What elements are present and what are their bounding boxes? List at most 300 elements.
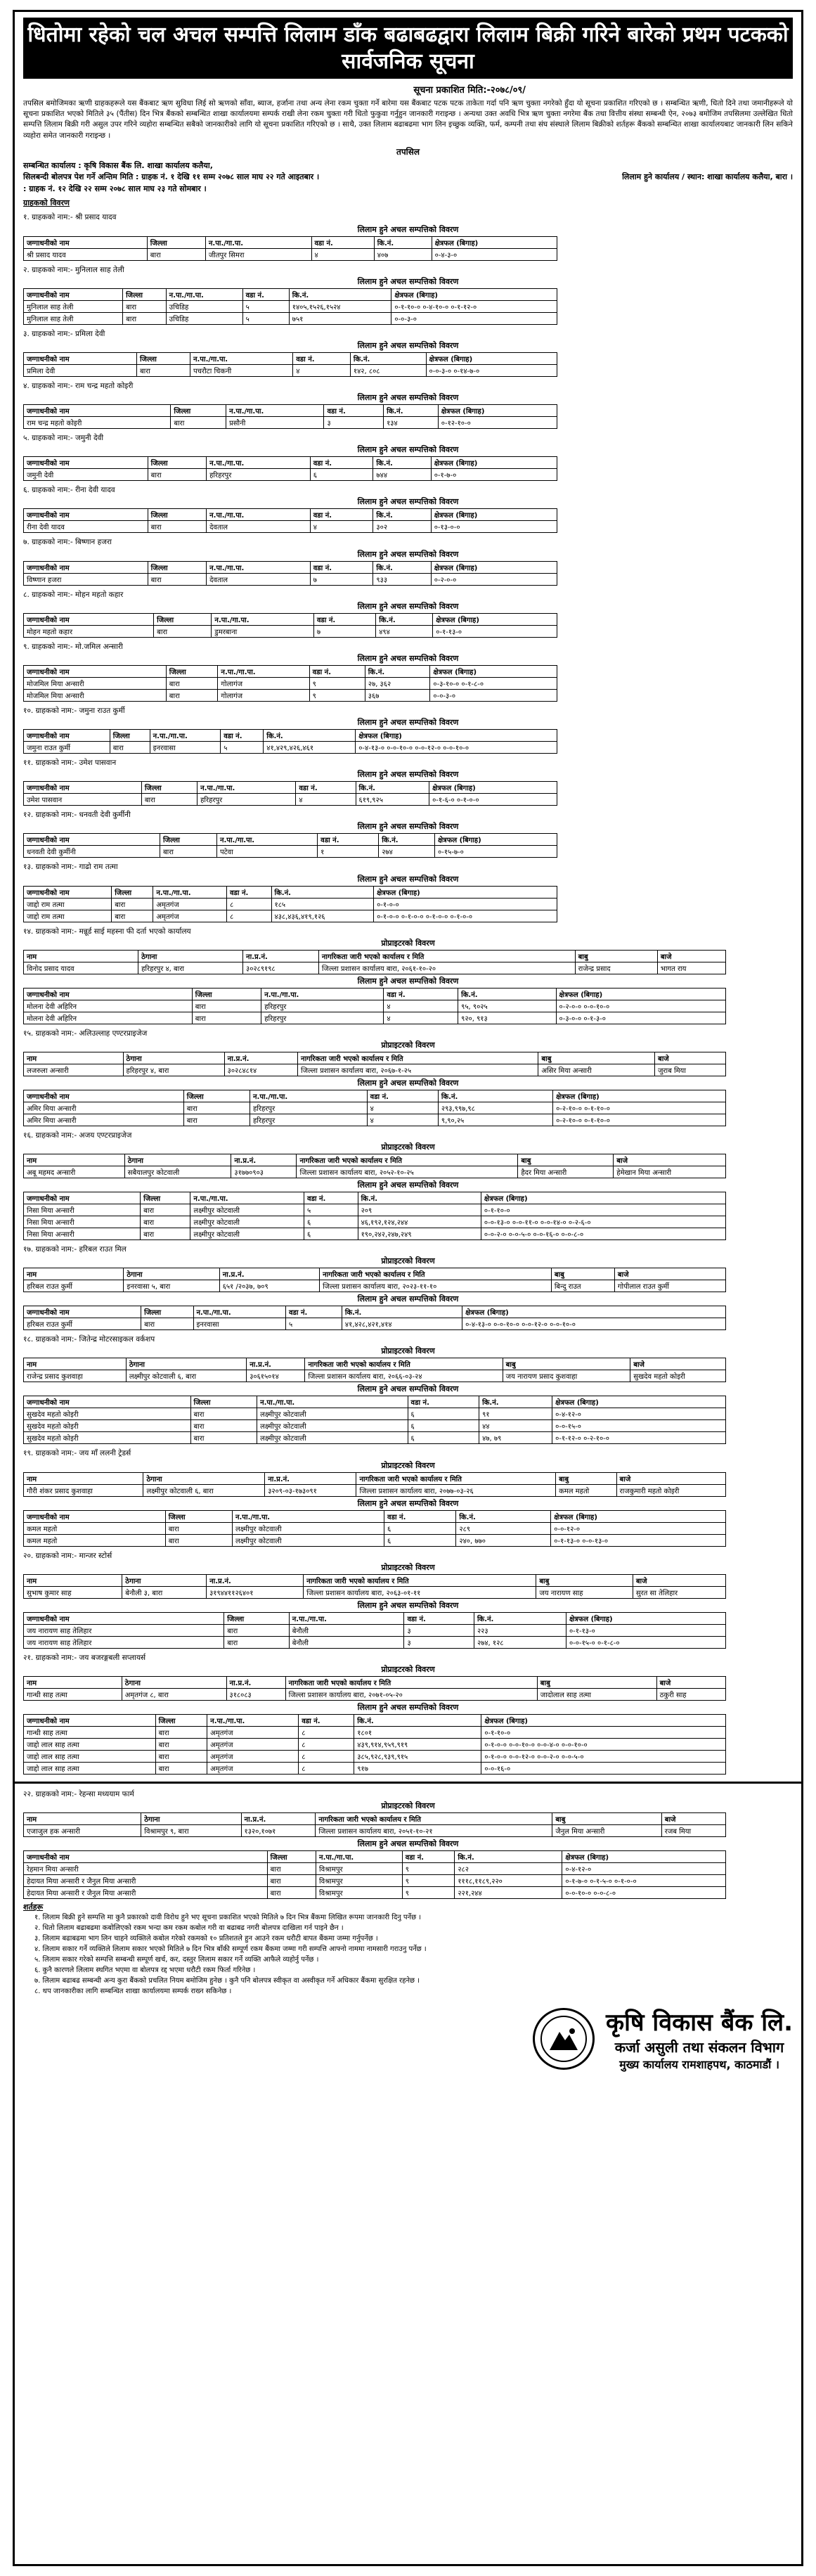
firm-header-cell: ठेगाना <box>122 1574 207 1586</box>
asset-header-cell: न.पा./गा.पा. <box>207 457 311 469</box>
asset-header-cell: कि.नं. <box>373 561 431 573</box>
asset-header-cell: जग्गाधनीको नाम <box>24 1612 224 1624</box>
asset-cell: ९२०, ९१३ <box>458 1012 556 1024</box>
asset-cell: बारा <box>183 1114 250 1126</box>
asset-cell: २०९ <box>358 1204 481 1216</box>
bank-logo-icon <box>533 2008 595 2070</box>
firm-header-cell: नाम <box>24 1154 125 1166</box>
asset-subheading: लिलाम हुने अचल सम्पत्तिको विवरण <box>357 1180 459 1190</box>
asset-table <box>23 404 557 429</box>
asset-cell: लक्ष्मीपुर कोटवाली <box>257 1432 408 1444</box>
table-row <box>24 742 557 754</box>
asset-subheading: लिलाम हुने अचल सम्पत्तिको विवरण <box>357 874 459 884</box>
asset-header-cell: न.पा./गा.पा. <box>197 782 296 794</box>
asset-cell: कमल महतो <box>24 1522 166 1534</box>
firm-cell: राजकुमारी महतो कोइरी <box>616 1484 725 1496</box>
asset-header-cell: वडा नं. <box>304 1192 358 1204</box>
asset-cell: ०-१-०-० ०-०-१०-० ०-०-४-० ०-०-१०-० <box>481 1738 726 1750</box>
firm-table <box>23 1268 726 1292</box>
asset-cell: बारा <box>192 1012 261 1024</box>
asset-cell: ६ <box>310 469 373 481</box>
loan-title: १३. ग्राहकको नाम:- गाढो राम तत्मा <box>23 863 118 872</box>
asset-subheading: लिलाम हुने अचल सम्पत्तिको विवरण <box>357 497 459 507</box>
firm-cell: ३०२८४८१४ <box>224 1064 297 1076</box>
asset-cell: ३ <box>404 1636 474 1648</box>
asset-cell: लक्ष्मीपुर कोटवाली <box>190 1204 304 1216</box>
asset-cell: बारा <box>123 300 167 312</box>
table-row <box>24 1408 726 1420</box>
firm-header-cell: नाम <box>24 1574 122 1586</box>
asset-header-cell: वडा नं. <box>299 1714 354 1726</box>
asset-header-cell: जिल्ला <box>141 1306 193 1318</box>
asset-cell: मुनिलाल साह तेली <box>24 312 123 324</box>
loan-title: ५. ग्राहकको नाम:- जमुनी देवी <box>23 434 104 443</box>
firm-cell: ३१७७०९०३ <box>231 1166 297 1178</box>
asset-cell: २७, ३६२ <box>365 677 430 689</box>
asset-cell: ४४ <box>479 1420 552 1432</box>
table-row <box>24 1738 726 1750</box>
asset-table <box>23 1510 726 1547</box>
asset-header-cell: कि.नं. <box>373 509 431 521</box>
asset-cell: ९ <box>402 1863 455 1875</box>
table-row <box>24 1432 726 1444</box>
asset-header-cell: जग्गाधनीको नाम <box>24 405 171 417</box>
terms-title: शर्तहरू <box>23 1902 44 1912</box>
asset-cell: ४१,४२९,४२६,४६१ <box>264 742 356 754</box>
asset-cell: हरिबल राउत कुर्मी <box>24 1318 141 1330</box>
asset-subheading: लिलाम हुने अचल सम्पत्तिको विवरण <box>357 1498 459 1508</box>
firm-header-cell: नागरिकता जारी भएको कार्यालय र मिति <box>297 1154 518 1166</box>
firm-cell: जिल्ला प्रशासन कार्यालय बारा, २०६६-०३-२४ <box>305 1370 503 1382</box>
term-item: १. लिलाम बिक्री हुने सम्पत्ति मा कुनै प्रकारको दावी विरोध हुने भए सूचना प्रकाशित भएको मितिले ७ दिन भित्र बैंकमा लिखित रूपमा जानकारी दिनु पर्नेछ । <box>34 1914 422 1922</box>
firm-cell: ३०२८९१९८ <box>243 962 319 974</box>
firm-cell: कमल महतो <box>556 1484 616 1496</box>
firm-header-cell: ठेगाना <box>126 1358 246 1370</box>
asset-cell: उचिडिह <box>166 312 242 324</box>
asset-header-cell: न.पा./गा.पा. <box>212 613 313 625</box>
firm-header-cell: ठेगाना <box>138 950 243 962</box>
asset-cell: बारा <box>165 1534 232 1546</box>
loan-entry <box>23 329 793 377</box>
table-row <box>24 1114 726 1126</box>
asset-header-cell: वडा नं. <box>367 1090 438 1102</box>
asset-cell: ६ <box>304 1228 358 1240</box>
asset-header-cell: न.पा./गा.पा. <box>190 352 292 364</box>
asset-subheading: लिलाम हुने अचल सम्पत्तिको विवरण <box>357 601 459 611</box>
firm-cell: एजाजुल हक अन्सारी <box>24 1825 141 1837</box>
asset-table <box>23 1396 726 1444</box>
firm-cell: ठकुरी साह <box>656 1688 725 1700</box>
asset-cell: देवताल <box>207 573 311 585</box>
asset-header-cell: क्षेत्रफल (बिगाह) <box>431 457 557 469</box>
firm-header-cell: बाबु <box>552 1813 661 1825</box>
firm-cell: जिल्ला प्रशासन कार्यालय बारा, २०७७-०३-२६ <box>356 1484 556 1496</box>
firm-header-cell: ना.प्र.नं. <box>243 950 319 962</box>
asset-subheading: लिलाम हुने अचल सम्पत्तिको विवरण <box>357 224 459 234</box>
asset-cell: विश्रामपुर <box>316 1875 403 1887</box>
table-row <box>24 846 557 858</box>
asset-cell: श्री प्रसाद यादव <box>24 248 148 260</box>
asset-header-cell: वडा नं. <box>242 288 289 300</box>
asset-header-cell: कि.नं. <box>350 352 426 364</box>
asset-header-cell: जग्गाधनीको नाम <box>24 1306 141 1318</box>
firm-header-cell: ठेगाना <box>124 1154 231 1166</box>
asset-header-cell: क्षेत्रफल (बिगाह) <box>552 1396 726 1408</box>
asset-header-cell: कि.नं. <box>354 1714 481 1726</box>
firm-cell: ६५१ /२०३७, ७०९ <box>219 1280 319 1292</box>
firm-header-cell: बाजे <box>630 1358 726 1370</box>
table-row <box>24 1688 726 1700</box>
asset-cell: ०-१-१३-० ०-०-१३-० <box>551 1534 726 1546</box>
asset-header-cell: वडा नं. <box>311 236 374 248</box>
asset-header-cell: वडा नं. <box>402 1851 455 1863</box>
asset-header-cell: जग्गाधनीको नाम <box>24 988 193 1000</box>
firm-cell: जैनुल मिया अन्सारी <box>552 1825 661 1837</box>
firm-cell: बिन्दु राउत <box>551 1280 614 1292</box>
asset-table <box>23 781 557 806</box>
firm-cell: सबैयालपुर कोटवाली <box>124 1166 231 1178</box>
asset-cell: २२३ <box>474 1624 566 1636</box>
loan-title: ३. ग्राहकको नाम:- प्रमिला देवी <box>23 329 105 338</box>
asset-cell: बारा <box>267 1875 316 1887</box>
asset-cell: ८ <box>299 1750 354 1762</box>
asset-subheading: लिलाम हुने अचल सम्पत्तिको विवरण <box>357 1294 459 1304</box>
asset-header-cell: क्षेत्रफल (बिगाह) <box>429 782 557 794</box>
firm-header-cell: नाम <box>24 1676 122 1688</box>
firm-cell: जिल्ला प्रशासन कार्यालय बारा, २०५१-१०-२१ <box>316 1825 552 1837</box>
loan-title: २१. ग्राहकको नाम:- जय बजरङ्गबली सप्लायर्स <box>23 1653 146 1662</box>
bank-office: मुख्य कार्यालय रामशाहपथ, काठमाडौं । <box>619 2058 779 2072</box>
firm-header-cell: बाजे <box>633 1574 725 1586</box>
asset-cell: ३०२ <box>373 521 431 533</box>
firm-cell: गान्धी साह तत्मा <box>24 1688 122 1700</box>
asset-header-cell: क्षेत्रफल (बिगाह) <box>566 1612 725 1624</box>
firm-header-cell: बाबु <box>503 1358 630 1370</box>
asset-table <box>23 613 557 638</box>
table-row <box>24 625 557 637</box>
table-row <box>24 1636 726 1648</box>
asset-header-cell: जग्गाधनीको नाम <box>24 352 137 364</box>
asset-header-cell: जग्गाधनीको नाम <box>24 1396 191 1408</box>
asset-subheading: लिलाम हुने अचल सम्पत्तिको विवरण <box>357 822 459 832</box>
asset-cell: ४ <box>384 1012 458 1024</box>
asset-cell: गोलागंज <box>218 677 309 689</box>
asset-header-cell: क्षेत्रफल (बिगाह) <box>462 1306 726 1318</box>
firm-cell: जादोलाल साह तत्मा <box>537 1688 656 1700</box>
asset-cell: ७५१ <box>289 312 391 324</box>
loan-entry <box>23 433 793 481</box>
firm-header-cell: ना.प्र.नं. <box>219 1268 319 1280</box>
asset-cell: ०-१-७-० ०-१-५-० ०-१-०-० <box>562 1875 726 1887</box>
firm-cell: जय नारायण प्रसाद कुशवाहा <box>503 1370 630 1382</box>
firm-header-cell: ठेगाना <box>123 1052 224 1064</box>
firm-header-cell: नाम <box>24 1052 124 1064</box>
firm-header-cell: नागरिकता जारी भएको कार्यालय र मिति <box>285 1676 537 1688</box>
asset-cell: ८ <box>299 1762 354 1774</box>
firm-cell: राजेन्द्र प्रसाद कुशवाहा <box>24 1370 127 1382</box>
asset-cell: ०-१-१३-० <box>433 625 557 637</box>
table-row <box>24 417 557 429</box>
asset-cell: सुखदेव महतो कोइरी <box>24 1408 191 1420</box>
notice-page <box>13 10 803 2566</box>
firm-table <box>23 1358 726 1382</box>
asset-header-cell: जग्गाधनीको नाम <box>24 1192 141 1204</box>
asset-cell: जमुना राउत कुर्मी <box>24 742 110 754</box>
asset-header-cell: जग्गाधनीको नाम <box>24 1090 184 1102</box>
asset-cell: लक्ष्मीपुर कोटवाली <box>257 1408 408 1420</box>
asset-cell: ४ <box>296 794 356 806</box>
firm-header-cell: बाजे <box>656 1676 725 1688</box>
asset-header-cell: जिल्ला <box>141 782 197 794</box>
table-row <box>24 1102 726 1114</box>
asset-cell: विश्रामपुर <box>316 1863 403 1875</box>
firm-header-cell: बाजे <box>655 1052 726 1064</box>
asset-cell: २८२ <box>455 1863 562 1875</box>
terms-list <box>23 1912 793 1997</box>
firm-table <box>23 1154 726 1178</box>
firm-header-cell: नागरिकता जारी भएको कार्यालय र मिति <box>316 1813 552 1825</box>
asset-cell: अमिर मिया अन्सारी <box>24 1114 184 1126</box>
asset-subheading: लिलाम हुने अचल सम्पत्तिको विवरण <box>357 393 459 403</box>
asset-cell: हरिहरपुर <box>197 794 296 806</box>
mountain-icon <box>548 2026 579 2052</box>
asset-table <box>23 1612 726 1649</box>
asset-header-cell: जग्गाधनीको नाम <box>24 1714 156 1726</box>
firm-cell: जिल्ला प्रशासन कार्यालय बारा, २०६३-०१-११ <box>304 1586 536 1598</box>
term-item: ३. लिलाम बढाबढमा भाग लिन चाहने व्यक्तिले कबोल गरेको रकमको १० प्रतिशतले हुन आउने रकम धरौटी बापत बैंकमा जम्मा गर्नुपर्नेछ । <box>34 1935 378 1943</box>
term-item: ६. कुनै कारणले लिलाम स्थगित भएमा वा बोलपत्र रद्द भएमा धरौटी रकम फिर्ता गरिनेछ । <box>34 1966 256 1975</box>
asset-header-cell: कि.नं. <box>271 886 374 898</box>
bank-signature <box>606 2005 793 2072</box>
asset-header-cell: कि.नं. <box>455 1851 562 1863</box>
firm-table <box>23 1472 726 1497</box>
asset-cell: बारा <box>148 469 206 481</box>
table-row <box>24 1318 726 1330</box>
firm-cell: भागत राय <box>657 962 725 974</box>
asset-subheading: लिलाम हुने अचल सम्पत्तिको विवरण <box>357 1600 459 1610</box>
asset-cell: अमृतगंज <box>207 1750 299 1762</box>
asset-header-cell: न.पा./गा.पा. <box>205 236 311 248</box>
asset-header-cell: जग्गाधनीको नाम <box>24 730 110 742</box>
loan-entry <box>23 642 793 702</box>
asset-header-cell: न.पा./गा.पा. <box>166 288 242 300</box>
table-row <box>24 794 557 806</box>
asset-table <box>23 352 557 377</box>
asset-cell: बारा <box>267 1863 316 1875</box>
asset-cell: ०-०-१५-० ०-१-८-० <box>566 1636 725 1648</box>
firm-cell: हरिबल राउत कुर्मी <box>24 1280 124 1292</box>
table-row <box>24 1875 726 1887</box>
asset-header-cell: न.पा./गा.पा. <box>207 509 311 521</box>
asset-header-cell: न.पा./गा.पा. <box>257 1396 408 1408</box>
asset-header-cell: जग्गाधनीको नाम <box>24 886 112 898</box>
table-row <box>24 1887 726 1899</box>
asset-cell: बारा <box>154 625 212 637</box>
asset-cell: जाद्दो लाल साह तत्मा <box>24 1738 156 1750</box>
asset-cell: ६ <box>408 1420 479 1432</box>
asset-cell: १३४ <box>384 417 439 429</box>
firm-cell: लक्ष्मीपुर कोटवाली ६, बारा <box>126 1370 246 1382</box>
asset-cell: ४ <box>384 1000 458 1012</box>
asset-cell: ९१७ <box>354 1762 481 1774</box>
asset-cell: ०-०-१२-० <box>551 1522 726 1534</box>
firm-cell: हरिहरपुर ४, बारा <box>123 1064 224 1076</box>
asset-cell: १ <box>318 846 379 858</box>
asset-header-cell: न.पा./गा.पा. <box>216 834 317 846</box>
asset-cell: बारा <box>141 1318 193 1330</box>
loan-entry <box>23 1334 793 1444</box>
asset-cell: ०-१३-०-० <box>431 521 557 533</box>
asset-cell: अमृतगंज <box>153 910 227 922</box>
asset-cell: इनरवासा <box>193 1318 285 1330</box>
asset-subheading: लिलाम हुने अचल सम्पत्तिको विवरण <box>357 549 459 559</box>
firm-header-cell: ठेगाना <box>141 1813 241 1825</box>
asset-header-cell: न.पा./गा.पा. <box>190 1192 304 1204</box>
asset-header-cell: कि.नं. <box>356 782 429 794</box>
loan-title: १२. ग्राहकको नाम:- धनवती देवी कुर्मीनी <box>23 811 131 820</box>
asset-header-cell: वडा नं. <box>384 988 458 1000</box>
asset-header-cell: कि.नं. <box>342 1306 462 1318</box>
loan-entry <box>23 1448 793 1546</box>
asset-header-cell: क्षेत्रफल (बिगाह) <box>433 613 557 625</box>
asset-cell: ०-१-१०-० <box>481 1726 726 1738</box>
asset-cell: ०-१-०-० <box>374 898 557 910</box>
table-row <box>24 689 557 701</box>
asset-cell: ०-४-१३-० ०-०-१०-० ०-०-१२-० ०-०-१०-० <box>356 742 557 754</box>
firm-header-cell: बाजे <box>616 1472 725 1484</box>
asset-cell: बारा <box>224 1636 290 1648</box>
firm-table <box>23 1812 726 1837</box>
firm-table <box>23 1052 726 1076</box>
asset-cell: पटेवा <box>216 846 317 858</box>
asset-cell: ०-१-१३-० <box>566 1624 725 1636</box>
firm-header-cell: ना.प्र.नं. <box>265 1472 356 1484</box>
table-row <box>24 1534 726 1546</box>
firm-subheading: प्रोप्राइटरको विवरण <box>381 938 435 948</box>
asset-header-cell: वडा नं. <box>408 1396 479 1408</box>
firm-subheading: प्रोप्राइटरको विवरण <box>381 1346 435 1356</box>
asset-cell: बारा <box>141 1228 190 1240</box>
asset-cell: बारा <box>267 1887 316 1899</box>
firm-header-cell: ना.प्र.नं. <box>231 1154 297 1166</box>
asset-cell: जाद्दो लाल साह तत्मा <box>24 1750 156 1762</box>
asset-cell: ०-२-०-० ०-०-१०-० <box>556 1000 725 1012</box>
asset-cell: जाद्दो राम तत्मा <box>24 910 112 922</box>
asset-cell: ०-०-२-० ०-०-५-० ०-०-१६-० ०-०-८-० <box>481 1228 725 1240</box>
firm-cell: ३१८०८३ <box>226 1688 285 1700</box>
asset-table <box>23 1850 726 1899</box>
asset-cell: बारा <box>155 1738 207 1750</box>
asset-table <box>23 886 557 922</box>
asset-cell: ०-३-०-० ०-१-३-० <box>556 1012 725 1024</box>
table-row <box>24 910 557 922</box>
asset-header-cell: जिल्ला <box>192 988 261 1000</box>
loan-list <box>23 212 793 1899</box>
asset-header-cell: जग्गाधनीको नाम <box>24 782 142 794</box>
firm-header-cell: बाबु <box>537 1676 656 1688</box>
asset-header-cell: कि.नं. <box>479 1396 552 1408</box>
asset-header-cell: जिल्ला <box>190 1396 257 1408</box>
asset-cell: २७४, १२८ <box>474 1636 566 1648</box>
asset-cell: कमल महतो <box>24 1534 166 1546</box>
asset-cell: बारा <box>147 248 205 260</box>
asset-header-cell: वडा नं. <box>285 1306 342 1318</box>
asset-cell: गोलागंज <box>218 689 309 701</box>
place-label: लिलाम हुने कार्यालय / स्थान: शाखा कार्यालय कलैया, बारा । <box>622 172 793 182</box>
firm-header-cell: ठेगाना <box>122 1676 226 1688</box>
asset-header-cell: क्षेत्रफल (बिगाह) <box>431 509 557 521</box>
asset-cell: जय नारायण साह तेलिहार <box>24 1636 224 1648</box>
asset-cell: बारा <box>148 521 206 533</box>
asset-cell: ९,९०,२५ <box>438 1114 552 1126</box>
term-item: ८. थप जानकारीका लागि सम्बन्धित शाखा कार्यालयमा सम्पर्क राख्न सकिनेछ । <box>34 1988 232 1996</box>
asset-header-cell: वडा नं. <box>310 457 373 469</box>
asset-cell: ०-४-१३-० ०-०-१०-० ०-०-१२-० ०-०-१०-० <box>462 1318 726 1330</box>
asset-cell: ४३९,९१४,९५९,९१९ <box>354 1738 481 1750</box>
asset-cell: ९१ <box>479 1408 552 1420</box>
asset-cell: ५ <box>285 1318 342 1330</box>
asset-cell: ८ <box>299 1738 354 1750</box>
asset-cell: विष्णान हजरा <box>24 573 148 585</box>
firm-cell: राजेन्द्र प्रसाद <box>575 962 657 974</box>
asset-cell: बारा <box>183 1102 250 1114</box>
asset-table <box>23 456 557 481</box>
asset-header-cell: जिल्ला <box>160 834 216 846</box>
asset-header-cell: क्षेत्रफल (बिगाह) <box>551 1510 726 1522</box>
asset-subheading: लिलाम हुने अचल सम्पत्तिको विवरण <box>357 276 459 286</box>
table-row <box>24 573 557 585</box>
firm-cell: जिल्ला प्रशासन कार्यालय बारा, २०६१-१०-२० <box>318 962 575 974</box>
asset-cell: २२१,२४४ <box>455 1887 562 1899</box>
firm-header-cell: नाम <box>24 950 138 962</box>
asset-cell: उमेश पासवान <box>24 794 142 806</box>
asset-cell: ४०७ <box>374 248 432 260</box>
asset-cell: ७४४ <box>373 469 431 481</box>
asset-header-cell: जिल्ला <box>165 1510 232 1522</box>
term-item: ४. लिलाम सकार गर्ने व्यक्तिले लिलाम सकार भएको मितिले ७ दिन भित्र बाँकी सम्पूर्ण रकम बैंकमा जम्मा गरी सम्पत्ति आफ्नो नाममा नामसारी गराउनु पर्नेछ । <box>34 1945 427 1954</box>
asset-header-cell: कि.नं. <box>365 665 430 677</box>
asset-cell: ६१९,९२५ <box>356 794 429 806</box>
loan-title: ८. ग्राहकको नाम:- मोहन महतो कहार <box>23 590 124 599</box>
asset-cell: बारा <box>148 573 206 585</box>
asset-header-cell: क्षेत्रफल (बिगाह) <box>481 1192 725 1204</box>
asset-header-cell: क्षेत्रफल (बिगाह) <box>391 288 557 300</box>
firm-table <box>23 950 726 974</box>
asset-header-cell: न.पा./गा.पा. <box>316 1851 403 1863</box>
asset-cell: १९०,२४२,२४७,२४९ <box>358 1228 481 1240</box>
asset-cell: ५ <box>242 300 289 312</box>
table-row <box>24 1624 726 1636</box>
firm-cell: ३१९४४११२६४०१ <box>207 1586 304 1598</box>
asset-cell: बारा <box>112 898 153 910</box>
table-row <box>24 1586 726 1598</box>
asset-cell: ०-४-३-० <box>432 248 557 260</box>
asset-cell: ४३८,४३६,४१९,१२६ <box>271 910 374 922</box>
asset-cell: ०-२-०-० <box>431 573 557 585</box>
asset-table <box>23 1306 726 1330</box>
asset-header-cell: जिल्ला <box>224 1612 290 1624</box>
firm-cell: रजब मिया <box>661 1825 725 1837</box>
firm-header-cell: ठेगाना <box>143 1472 265 1484</box>
office-label: सम्बन्धित कार्यालय : कृषि विकास बैंक लि. शाखा कार्यालय कलैया, <box>23 160 213 170</box>
asset-cell: ०-३-१०-० ०-१-८-० <box>430 677 557 689</box>
asset-header-cell: न.पा./गा.पा. <box>207 561 311 573</box>
asset-cell: मोहन महतो कहार <box>24 625 154 637</box>
asset-header-cell: कि.नं. <box>458 988 556 1000</box>
asset-cell: ९ <box>402 1875 455 1887</box>
asset-header-cell: जिल्ला <box>112 886 153 898</box>
asset-header-cell: जग्गाधनीको नाम <box>24 561 148 573</box>
